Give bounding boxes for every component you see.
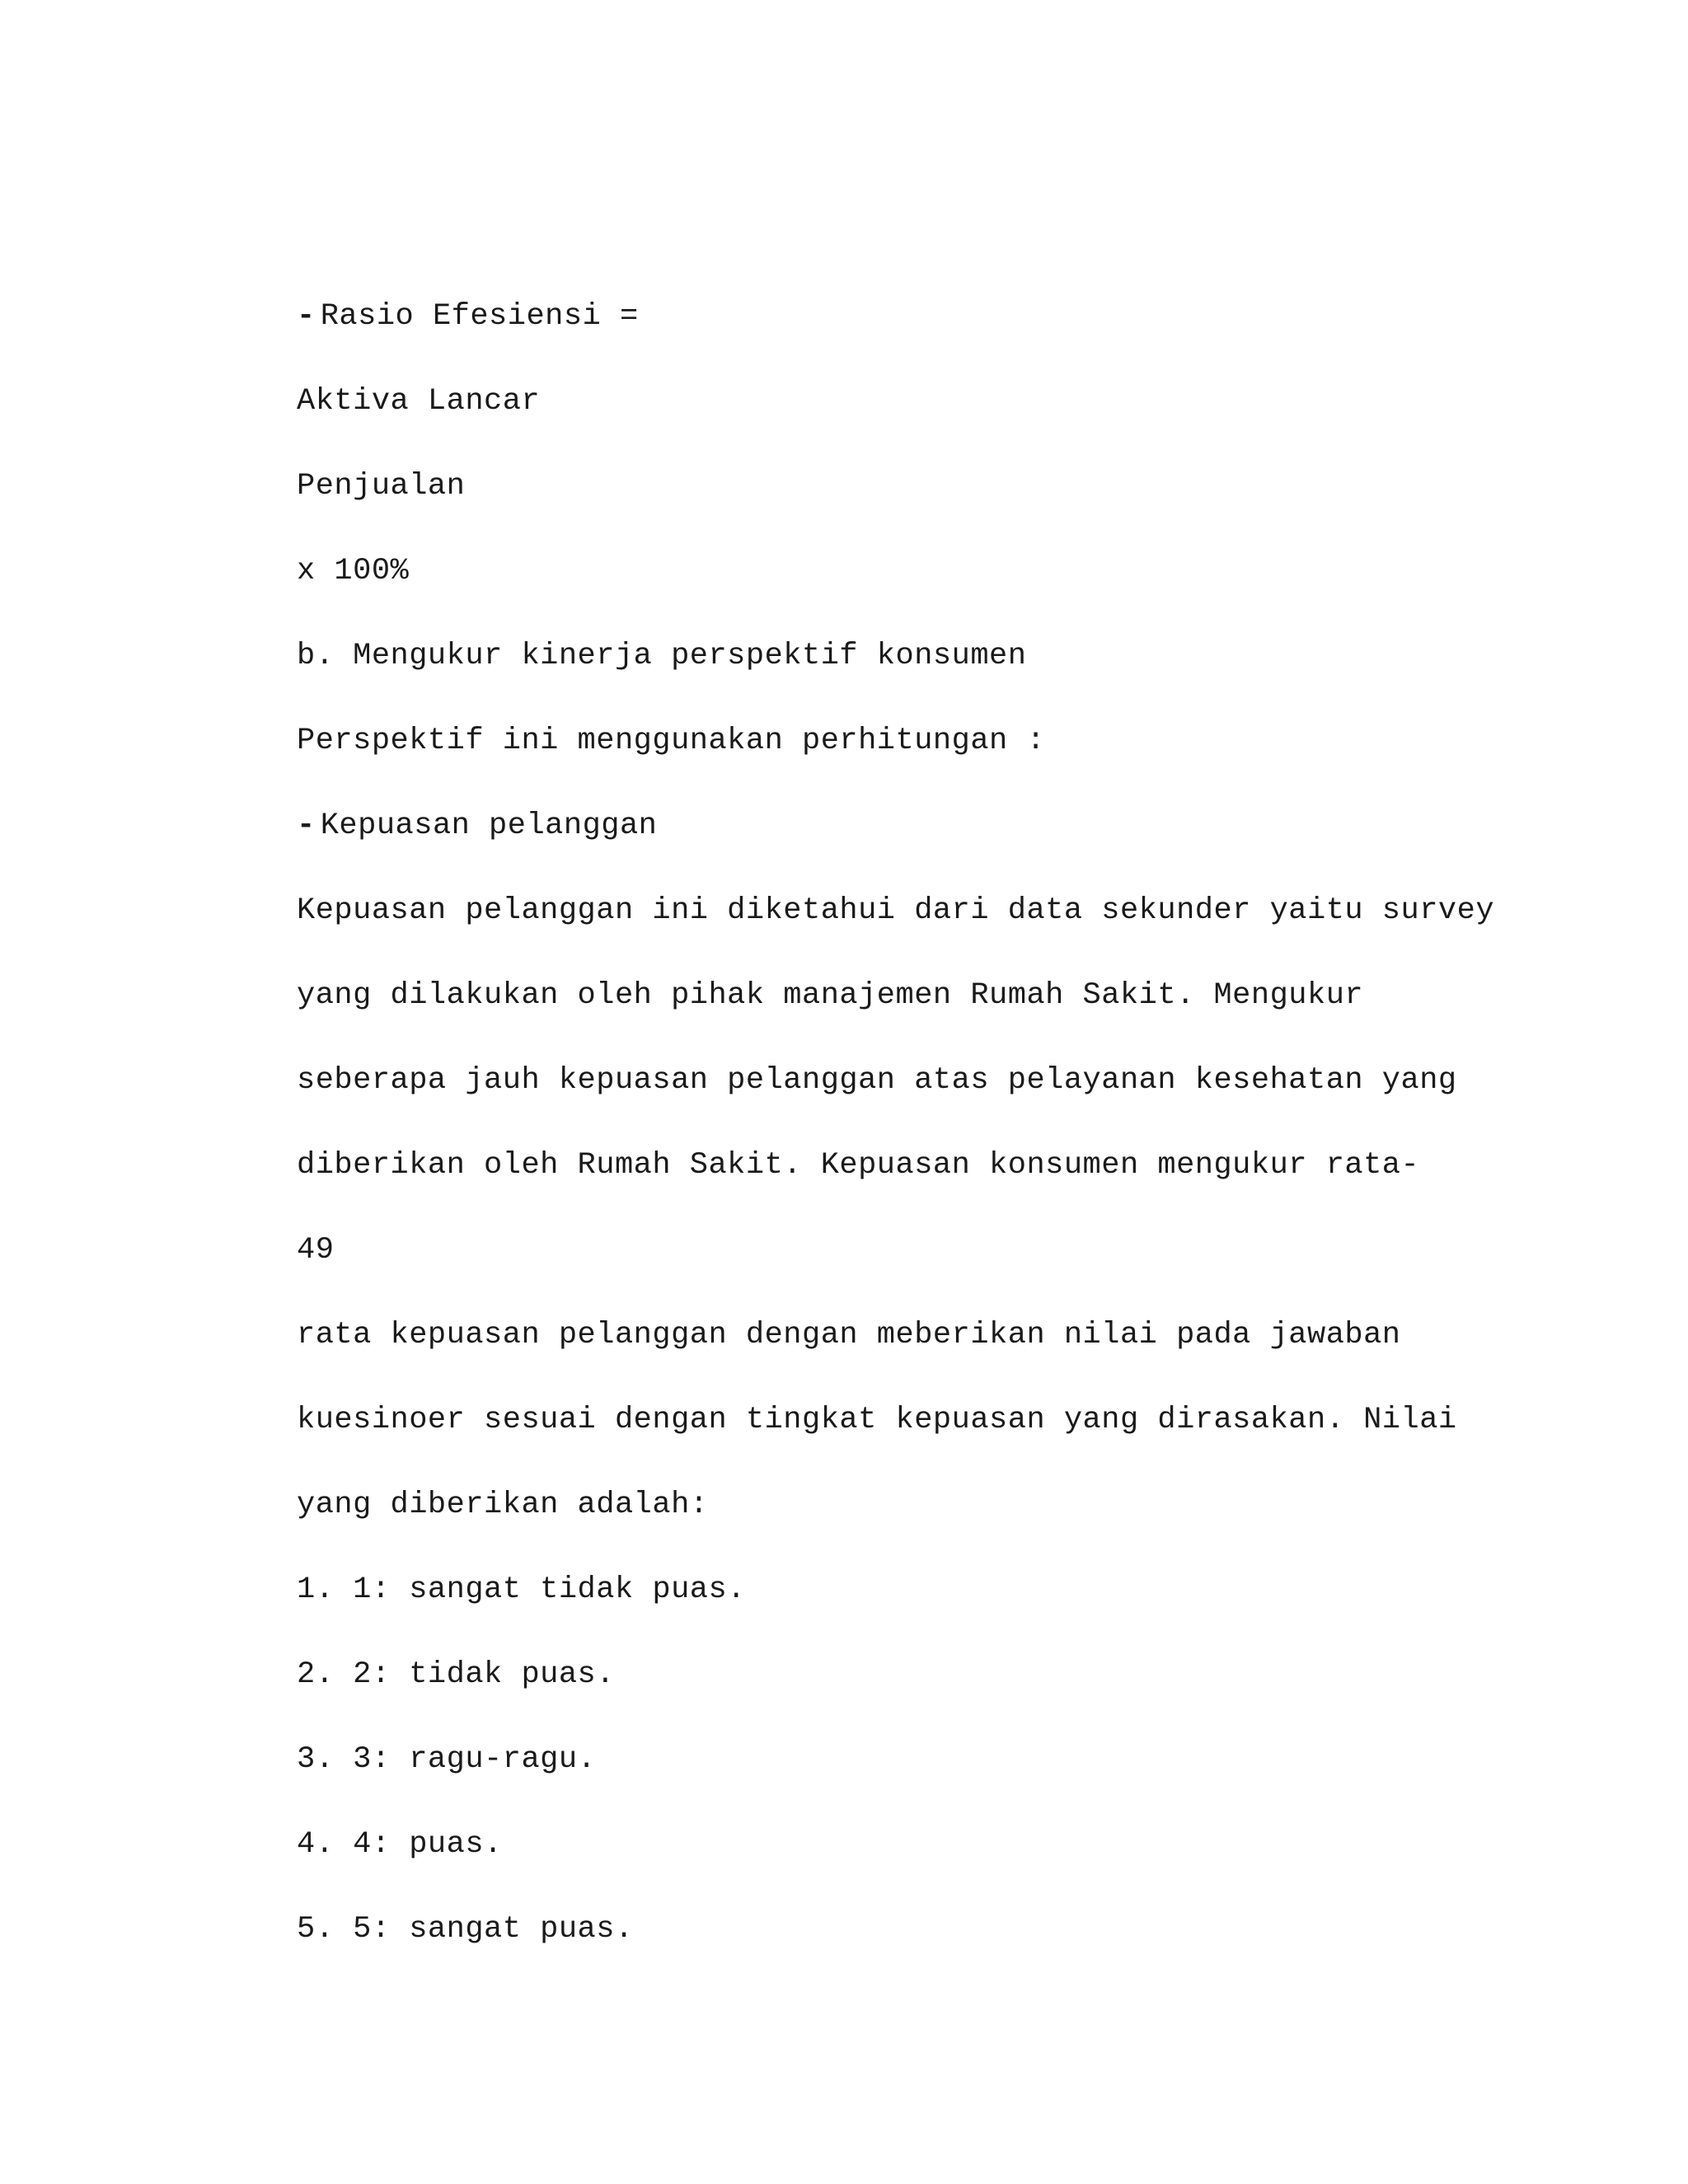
paragraph-line — [297, 1147, 1419, 1183]
line-text: Penjualan — [297, 469, 466, 504]
line-perspektif-intro — [297, 723, 1045, 759]
line-text: b. Mengukur kinerja perspektif konsumen — [297, 639, 1027, 673]
line-kepuasan-pelanggan — [297, 808, 657, 844]
line-text: 2. 2: tidak puas. — [297, 1657, 615, 1692]
line-text: Perspektif ini menggunakan perhitungan : — [297, 724, 1046, 758]
line-text: rata kepuasan pelanggan dengan meberikan nilai pada jawaban — [297, 1318, 1401, 1352]
paragraph-line — [297, 977, 1363, 1014]
line-text: kuesinoer sesuai dengan tingkat kepuasan yang dirasakan. Nilai — [297, 1403, 1457, 1437]
list-item — [297, 1826, 503, 1863]
line-text: 5. 5: sangat puas. — [297, 1912, 634, 1947]
line-rasio-efesiensi — [297, 298, 639, 335]
line-text: yang diberikan adalah: — [297, 1488, 709, 1522]
line-aktiva-lancar — [297, 383, 540, 419]
paragraph-line — [297, 1487, 708, 1523]
section-heading-b — [297, 638, 1026, 674]
line-text: Rasio Efesiensi = — [320, 299, 639, 334]
list-item — [297, 1572, 746, 1608]
line-text: Kepuasan pelanggan — [320, 808, 658, 843]
dash-bullet: - — [297, 299, 316, 334]
paragraph-line — [297, 1317, 1401, 1353]
dash-bullet: - — [297, 808, 316, 843]
line-x-100-percent — [297, 553, 409, 589]
list-item — [297, 1911, 634, 1947]
line-penjualan — [297, 468, 465, 504]
page-number — [297, 1232, 334, 1268]
list-item — [297, 1741, 596, 1778]
line-text: x 100% — [297, 554, 410, 588]
line-text: seberapa jauh kepuasan pelanggan atas pelayanan kesehatan yang — [297, 1063, 1457, 1098]
list-item — [297, 1657, 615, 1693]
line-text: 49 — [297, 1233, 335, 1268]
line-text: 3. 3: ragu-ragu. — [297, 1742, 597, 1777]
paragraph-line — [297, 1402, 1457, 1438]
paragraph-line — [297, 893, 1494, 929]
line-text: yang dilakukan oleh pihak manajemen Rumah Sakit. Mengukur — [297, 978, 1364, 1013]
line-text: diberikan oleh Rumah Sakit. Kepuasan konsumen mengukur rata- — [297, 1148, 1420, 1183]
line-text: 4. 4: puas. — [297, 1827, 503, 1862]
paragraph-line — [297, 1062, 1457, 1099]
line-text: Kepuasan pelanggan ini diketahui dari data sekunder yaitu survey — [297, 893, 1495, 928]
line-text: 1. 1: sangat tidak puas. — [297, 1572, 746, 1607]
line-text: Aktiva Lancar — [297, 384, 541, 419]
